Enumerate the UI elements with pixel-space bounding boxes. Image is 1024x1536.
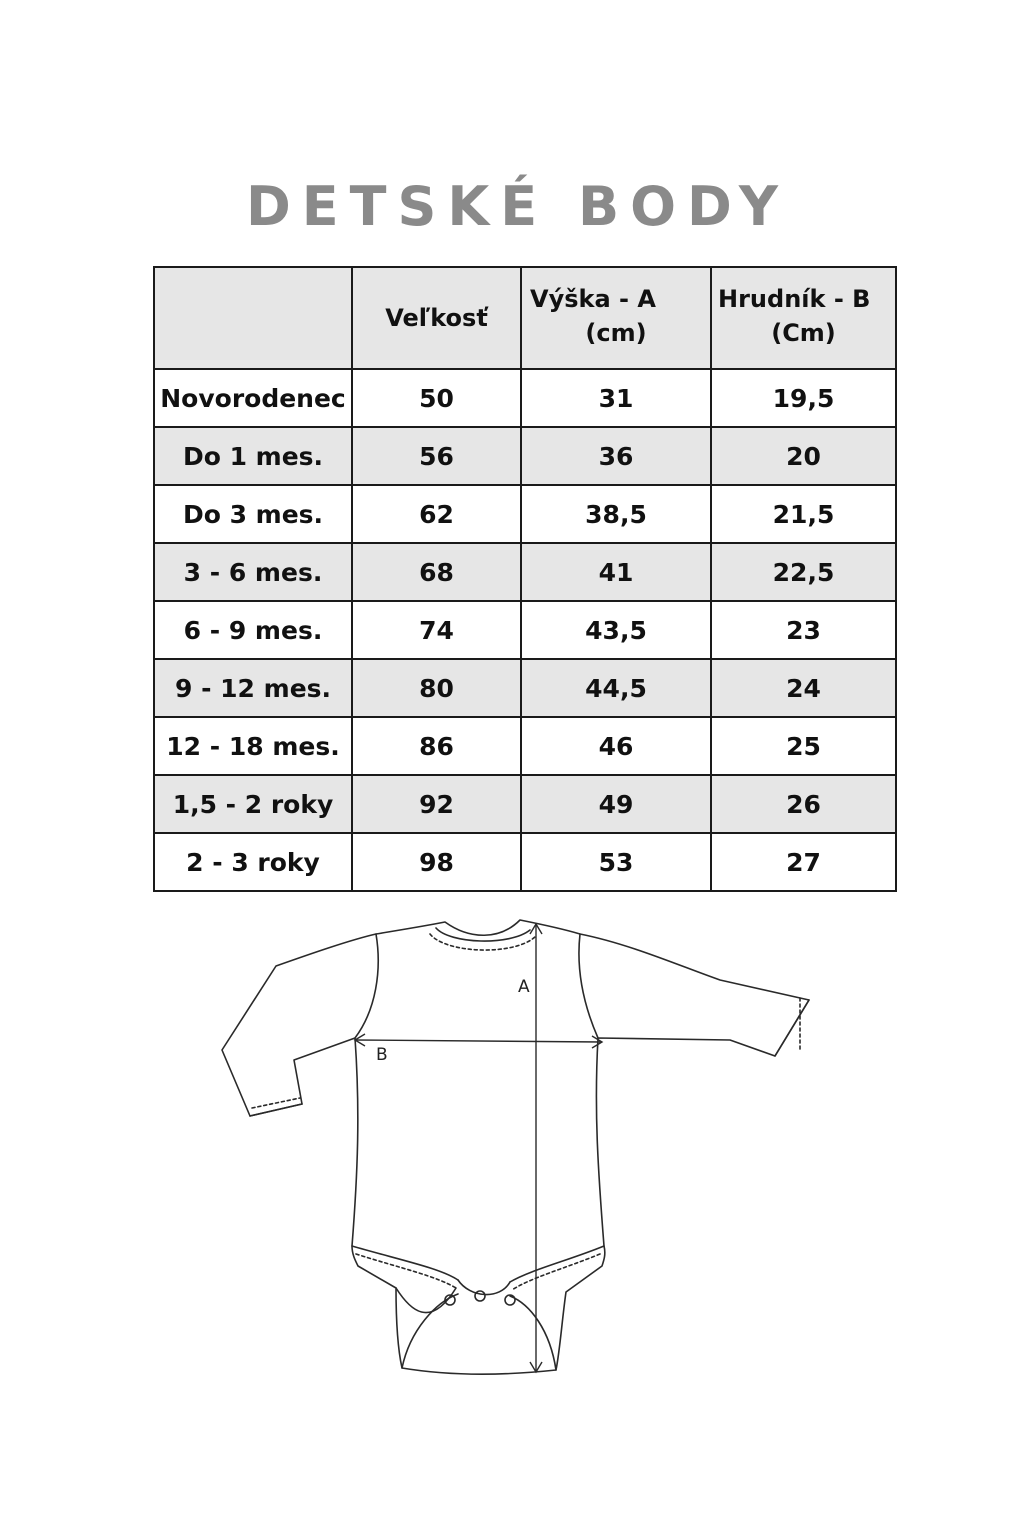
age-cell: Novorodenec <box>154 369 352 427</box>
age-cell: Do 3 mes. <box>154 485 352 543</box>
age-cell: 3 - 6 mes. <box>154 543 352 601</box>
table-row <box>154 485 896 543</box>
height-cell: 38,5 <box>521 485 711 543</box>
size-cell: 86 <box>352 717 521 775</box>
age-cell: 6 - 9 mes. <box>154 601 352 659</box>
height-cell: 43,5 <box>521 601 711 659</box>
size-cell: 92 <box>352 775 521 833</box>
table-row <box>154 775 896 833</box>
table-row <box>154 833 896 891</box>
size-cell: 98 <box>352 833 521 891</box>
label-b: B <box>376 1045 388 1065</box>
page-title: DETSKÉ BODY <box>245 175 790 238</box>
height-cell: 41 <box>521 543 711 601</box>
chest-cell: 21,5 <box>711 485 896 543</box>
height-cell: 44,5 <box>521 659 711 717</box>
chest-cell: 20 <box>711 427 896 485</box>
table-row <box>154 543 896 601</box>
table-row <box>154 601 896 659</box>
size-cell: 62 <box>352 485 521 543</box>
table-row <box>154 369 896 427</box>
age-cell: 1,5 - 2 roky <box>154 775 352 833</box>
age-cell: 9 - 12 mes. <box>154 659 352 717</box>
header-cell-height <box>521 267 711 369</box>
label-a: A <box>518 977 530 997</box>
header-height-unit: (cm) <box>585 319 647 347</box>
chest-cell: 27 <box>711 833 896 891</box>
size-cell: 68 <box>352 543 521 601</box>
header-chest-label: Hrudník - B <box>718 285 871 313</box>
size-table <box>153 266 897 892</box>
height-cell: 31 <box>521 369 711 427</box>
header-cell-size <box>352 267 521 369</box>
size-cell: 50 <box>352 369 521 427</box>
height-cell: 53 <box>521 833 711 891</box>
height-cell: 46 <box>521 717 711 775</box>
age-cell: 12 - 18 mes. <box>154 717 352 775</box>
table-header-row <box>154 267 896 369</box>
age-cell: 2 - 3 roky <box>154 833 352 891</box>
measure-b-arrow <box>355 1034 602 1048</box>
chest-cell: 19,5 <box>711 369 896 427</box>
bodysuit-diagram <box>200 910 840 1390</box>
header-height-label: Výška - A <box>530 285 656 313</box>
height-cell: 49 <box>521 775 711 833</box>
chest-cell: 23 <box>711 601 896 659</box>
table-row <box>154 717 896 775</box>
size-cell: 80 <box>352 659 521 717</box>
header-chest-unit: (Cm) <box>771 319 836 347</box>
table-row <box>154 427 896 485</box>
header-cell-empty <box>154 267 352 369</box>
size-cell: 74 <box>352 601 521 659</box>
age-cell: Do 1 mes. <box>154 427 352 485</box>
size-cell: 56 <box>352 427 521 485</box>
baby-bodysuit-icon <box>222 920 809 1374</box>
chest-cell: 24 <box>711 659 896 717</box>
header-cell-chest <box>711 267 896 369</box>
chest-cell: 22,5 <box>711 543 896 601</box>
table-body <box>154 369 896 891</box>
header-size-label: Veľkosť <box>385 304 488 332</box>
height-cell: 36 <box>521 427 711 485</box>
measure-a-arrow <box>530 924 542 1372</box>
chest-cell: 25 <box>711 717 896 775</box>
chest-cell: 26 <box>711 775 896 833</box>
table-row <box>154 659 896 717</box>
